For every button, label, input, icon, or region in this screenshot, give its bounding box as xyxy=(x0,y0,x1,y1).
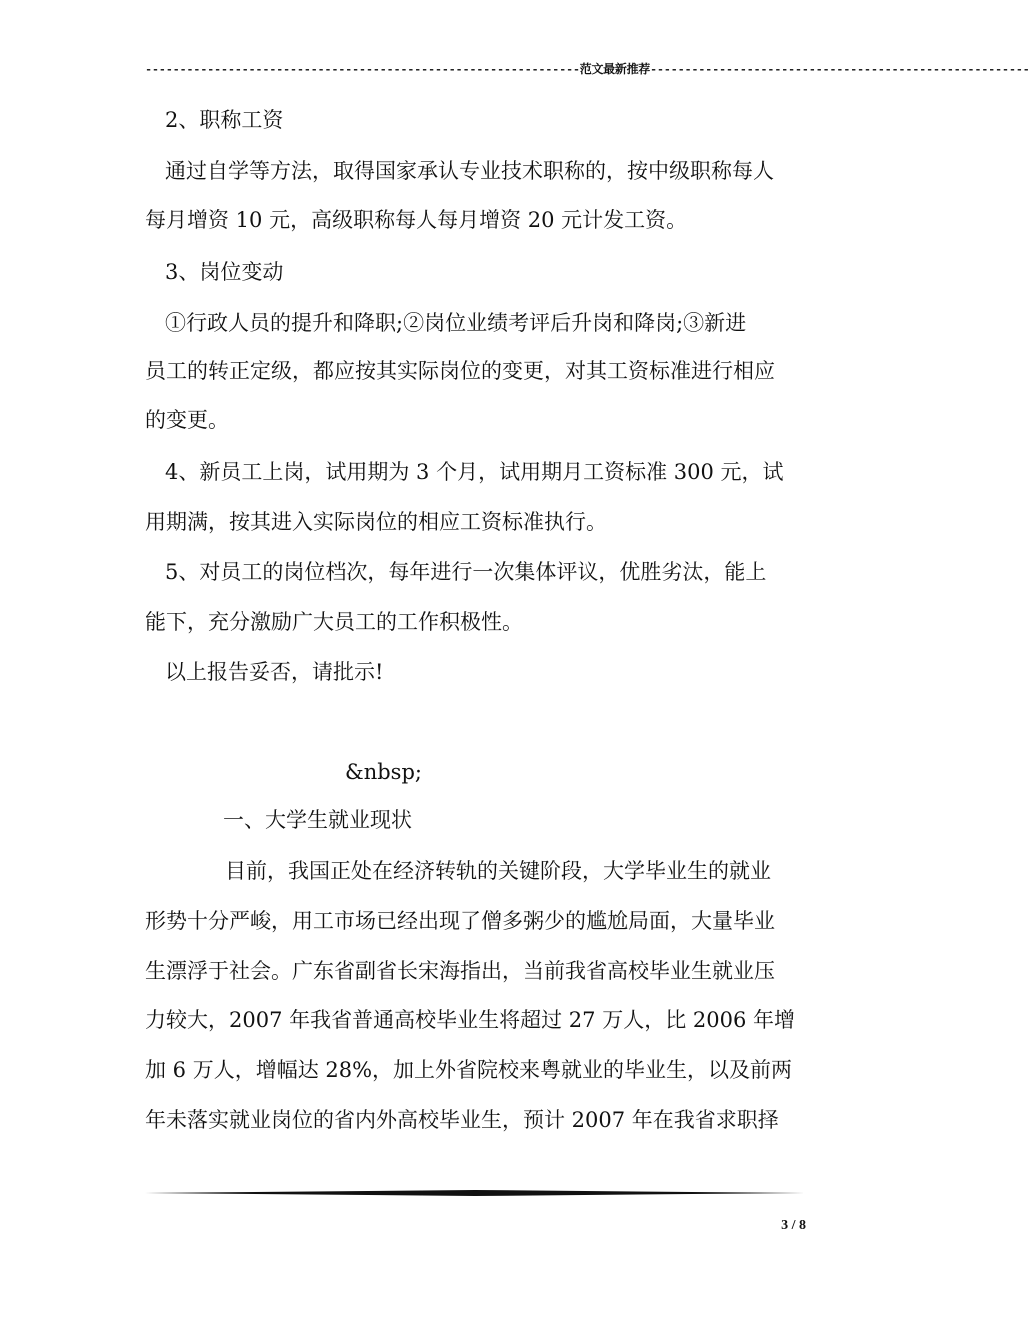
paragraph-line: ①行政人员的提升和降职;②岗位业绩考评后升岗和降岗;③新进 xyxy=(165,311,747,335)
paragraph-line: 加 6 万人，增幅达 28%，加上外省院校来粤就业的毕业生，以及前两 xyxy=(145,1058,793,1082)
closing-line: 以上报告妥否，请批示! xyxy=(165,660,384,684)
section-heading: 3、岗位变动 xyxy=(165,260,284,284)
footer-divider xyxy=(145,1190,805,1196)
page-number: 3 / 8 xyxy=(781,1218,806,1233)
paragraph-line: 生漂浮于社会。广东省副省长宋海指出，当前我省高校毕业生就业压 xyxy=(145,959,775,983)
section-heading: 一、大学生就业现状 xyxy=(223,808,412,832)
paragraph-line: 能下，充分激励广大员工的工作积极性。 xyxy=(145,610,523,634)
section-heading: 2、职称工资 xyxy=(165,108,284,132)
paragraph-line: 力较大，2007 年我省普通高校毕业生将超过 27 万人，比 2006 年增 xyxy=(145,1008,795,1032)
paragraph-line: 用期满，按其进入实际岗位的相应工资标准执行。 xyxy=(145,510,607,534)
paragraph-line: 5、对员工的岗位档次，每年进行一次集体评议，优胜劣汰，能上 xyxy=(165,560,767,584)
paragraph-line: 通过自学等方法，取得国家承认专业技术职称的，按中级职称每人 xyxy=(165,159,774,183)
paragraph-line: 的变更。 xyxy=(145,408,229,432)
nbsp-artifact: &nbsp; xyxy=(345,760,422,784)
page-header-banner: ---------------------------------------------------------------范文最新推荐------------------------------------------------------- xyxy=(145,63,1030,77)
paragraph-line: 4、新员工上岗，试用期为 3 个月，试用期月工资标准 300 元，试 xyxy=(165,460,784,484)
paragraph-line: 每月增资 10 元，高级职称每人每月增资 20 元计发工资。 xyxy=(145,208,688,232)
paragraph-line: 形势十分严峻，用工市场已经出现了僧多粥少的尴尬局面，大量毕业 xyxy=(145,909,775,933)
paragraph-line: 员工的转正定级，都应按其实际岗位的变更，对其工资标准进行相应 xyxy=(145,359,775,383)
paragraph-line: 年未落实就业岗位的省内外高校毕业生，预计 2007 年在我省求职择 xyxy=(145,1108,779,1132)
paragraph-line: 目前，我国正处在经济转轨的关键阶段，大学毕业生的就业 xyxy=(225,859,771,883)
